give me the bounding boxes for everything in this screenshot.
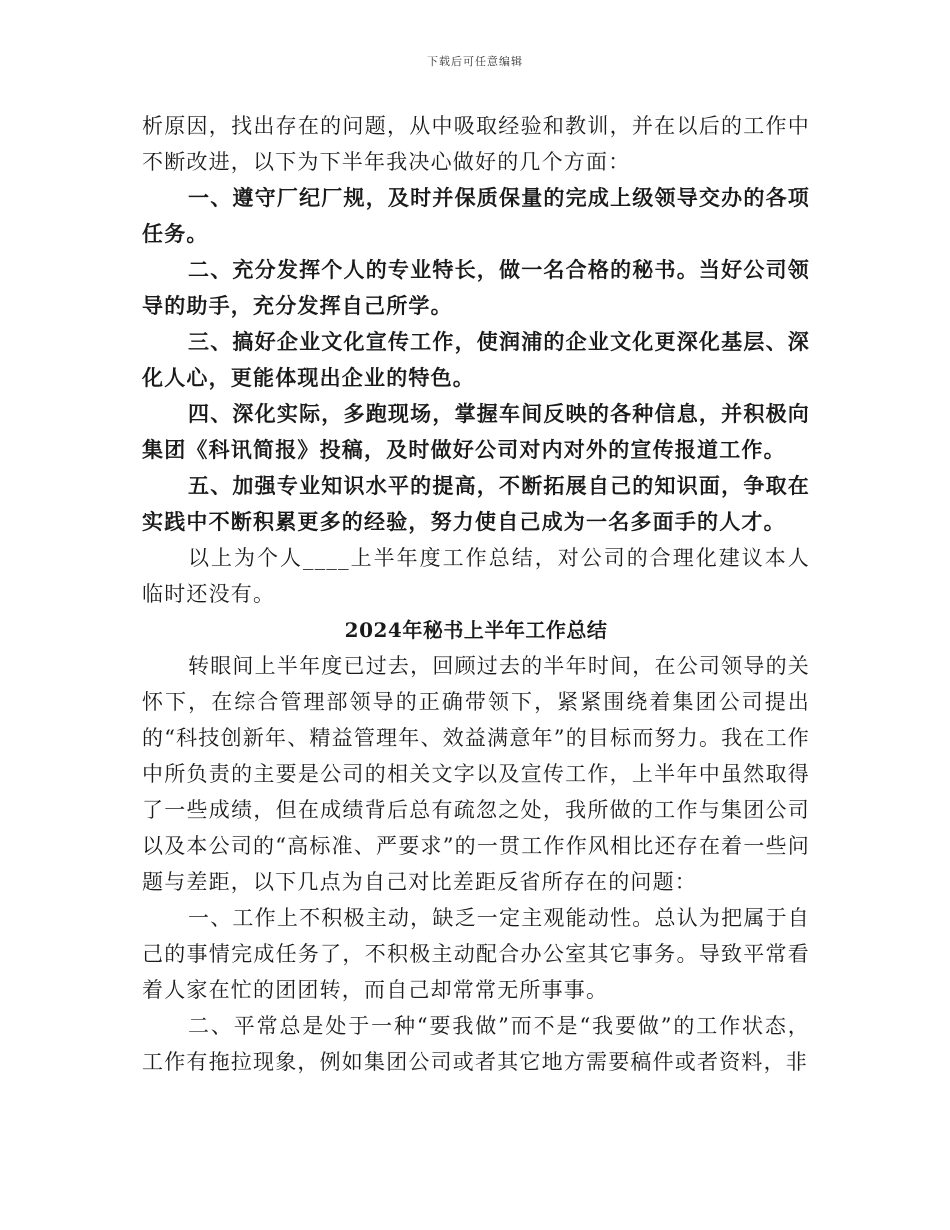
document-body [142, 108, 810, 1080]
body-paragraph-1: 转眼间上半年度已过去，回顾过去的半年时间，在公司领导的关怀下，在综合管理部领导的正确带领下，紧紧围绕着集团公司提出的“科技创新年、精益管理年、效益满意年”的目标而努力。我在工作中所负责的主要是公司的相关文字以及宣传工作，上半年中虽然取得了一些成绩，但在成绩背后总有疏忽之处，我所做的工作与集团公司以及本公司的“高标准、严要求”的一贯工作作风相比还存在着一些问题与差距，以下几点为自己对比差距反省所存在的问题： [142, 654, 810, 894]
page-header: 下载后可任意编辑 [427, 55, 523, 68]
plan-item-3: 三、搞好企业文化宣传工作，使润浦的企业文化更深化基层、深化人心，更能体现出企业的特色。 [142, 329, 810, 390]
plan-item-4: 四、深化实际，多跑现场，掌握车间反映的各种信息，并积极向集团《科讯简报》投稿，及时做好公司对内对外的宣传报道工作。 [142, 401, 810, 462]
plan-item-1: 一、遵守厂纪厂规，及时并保质保量的完成上级领导交办的各项任务。 [142, 185, 810, 246]
body-paragraph-3: 二、平常总是处于一种“要我做”而不是“我要做”的工作状态，工作有拖拉现象，例如集团公司或者其它地方需要稿件或者资料，非 [142, 1014, 810, 1074]
closing-paragraph: 以上为个人____上半年度工作总结，对公司的合理化建议本人临时还没有。 [142, 546, 810, 606]
section-title: 2024年秘书上半年工作总结 [344, 618, 608, 642]
body-paragraph-2: 一、工作上不积极主动，缺乏一定主观能动性。总认为把属于自己的事情完成任务了，不积极主动配合办公室其它事务。导致平常看着人家在忙的团团转，而自己却常常无所事事。 [142, 906, 810, 1002]
continuation-paragraph: 析原因，找出存在的问题，从中吸取经验和教训，并在以后的工作中不断改进，以下为下半年我决心做好的几个方面： [142, 114, 810, 174]
plan-item-5: 五、加强专业知识水平的提高，不断拓展自己的知识面，争取在实践中不断积累更多的经验，努力使自己成为一名多面手的人才。 [142, 473, 810, 534]
plan-item-2: 二、充分发挥个人的专业特长，做一名合格的秘书。当好公司领导的助手，充分发挥自己所学。 [142, 257, 810, 318]
